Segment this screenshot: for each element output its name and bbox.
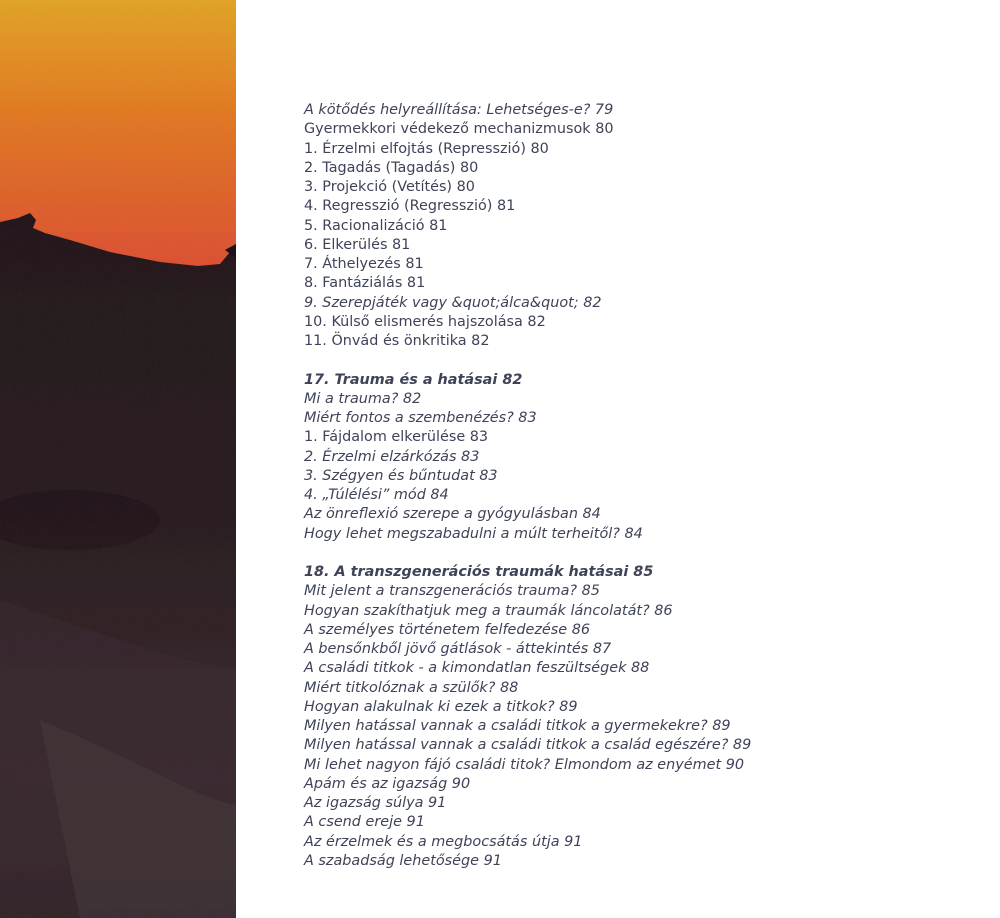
toc-entry: Milyen hatással vannak a családi titkok a család egészére? 89	[304, 737, 752, 754]
toc-entry: Miért fontos a szembenézés? 83	[304, 410, 537, 426]
toc-entry: 5. Racionalizáció 81	[304, 217, 448, 234]
toc-entry: 7. Áthelyezés 81	[304, 256, 424, 272]
toc-entry: A bensőnkből jövő gátlások - áttekintés 87	[304, 641, 612, 657]
toc-entry: A családi titkok - a kimondatlan feszültségek 88	[304, 660, 650, 677]
toc-entry: Mit jelent a transzgenerációs trauma? 85	[304, 583, 600, 600]
toc-entry: Az igazság súlya 91	[304, 795, 447, 811]
toc-entry: 10. Külső elismerés hajszolása 82	[304, 313, 546, 330]
table-of-contents	[304, 101, 984, 871]
toc-entry: 3. Projekció (Vetítés) 80	[304, 179, 475, 195]
sunset-landscape-painting	[0, 0, 236, 918]
toc-entry: 6. Elkerülés 81	[304, 236, 411, 253]
toc-entry: Az önreflexió szerepe a gyógyulásban 84	[304, 506, 601, 523]
section-spacer	[304, 544, 984, 563]
toc-entry: Mi lehet nagyon fájó családi titok? Elmondom az enyémet 90	[304, 756, 745, 773]
toc-entry: 8. Fantáziálás 81	[304, 275, 426, 292]
toc-entry: 4. Regresszió (Regresszió) 81	[304, 198, 516, 215]
toc-entry: 1. Érzelmi elfojtás (Represszió) 80	[304, 140, 549, 157]
toc-entry: Apám és az igazság 90	[304, 775, 471, 792]
toc-entry: Gyermekkori védekező mechanizmusok 80	[304, 121, 614, 138]
cover-painting	[0, 0, 236, 918]
toc-entry: 11. Önvád és önkritika 82	[304, 333, 490, 349]
toc-entry: 2. Érzelmi elzárkózás 83	[304, 448, 480, 465]
toc-entry: 9. Szerepjáték vagy &quot;álca&quot; 82	[304, 294, 602, 311]
toc-entry: Miért titkolóznak a szülők? 88	[304, 679, 519, 696]
toc-entry: 1. Fájdalom elkerülése 83	[304, 429, 489, 446]
toc-entry: 4. „Túlélési” mód 84	[304, 487, 449, 503]
toc-entry: 2. Tagadás (Tagadás) 80	[304, 159, 479, 176]
chapter-heading: 17. Trauma és a hatásai 82	[304, 371, 523, 388]
toc-entry: Hogyan alakulnak ki ezek a titkok? 89	[304, 698, 578, 715]
toc-entry: A személyes történetem felfedezése 86	[304, 621, 591, 638]
toc-entry: 3. Szégyen és bűntudat 83	[304, 467, 498, 484]
chapter-heading: 18. A transzgenerációs traumák hatásai 85	[304, 564, 654, 580]
toc-entry: Az érzelmek és a megbocsátás útja 91	[304, 833, 583, 850]
toc-entry: Milyen hatással vannak a családi titkok a gyermekekre? 89	[304, 718, 731, 734]
toc-entry: Hogy lehet megszabadulni a múlt terheitől? 84	[304, 525, 643, 542]
toc-entry: Hogyan szakíthatjuk meg a traumák láncolatát? 86	[304, 602, 673, 619]
toc-entry: A csend ereje 91	[304, 814, 425, 831]
toc-entry: A kötődés helyreállítása: Lehetséges-e? 79	[304, 102, 614, 118]
toc-entry: A szabadság lehetősége 91	[304, 852, 502, 869]
section-spacer	[304, 351, 984, 370]
toc-entry: Mi a trauma? 82	[304, 390, 422, 407]
